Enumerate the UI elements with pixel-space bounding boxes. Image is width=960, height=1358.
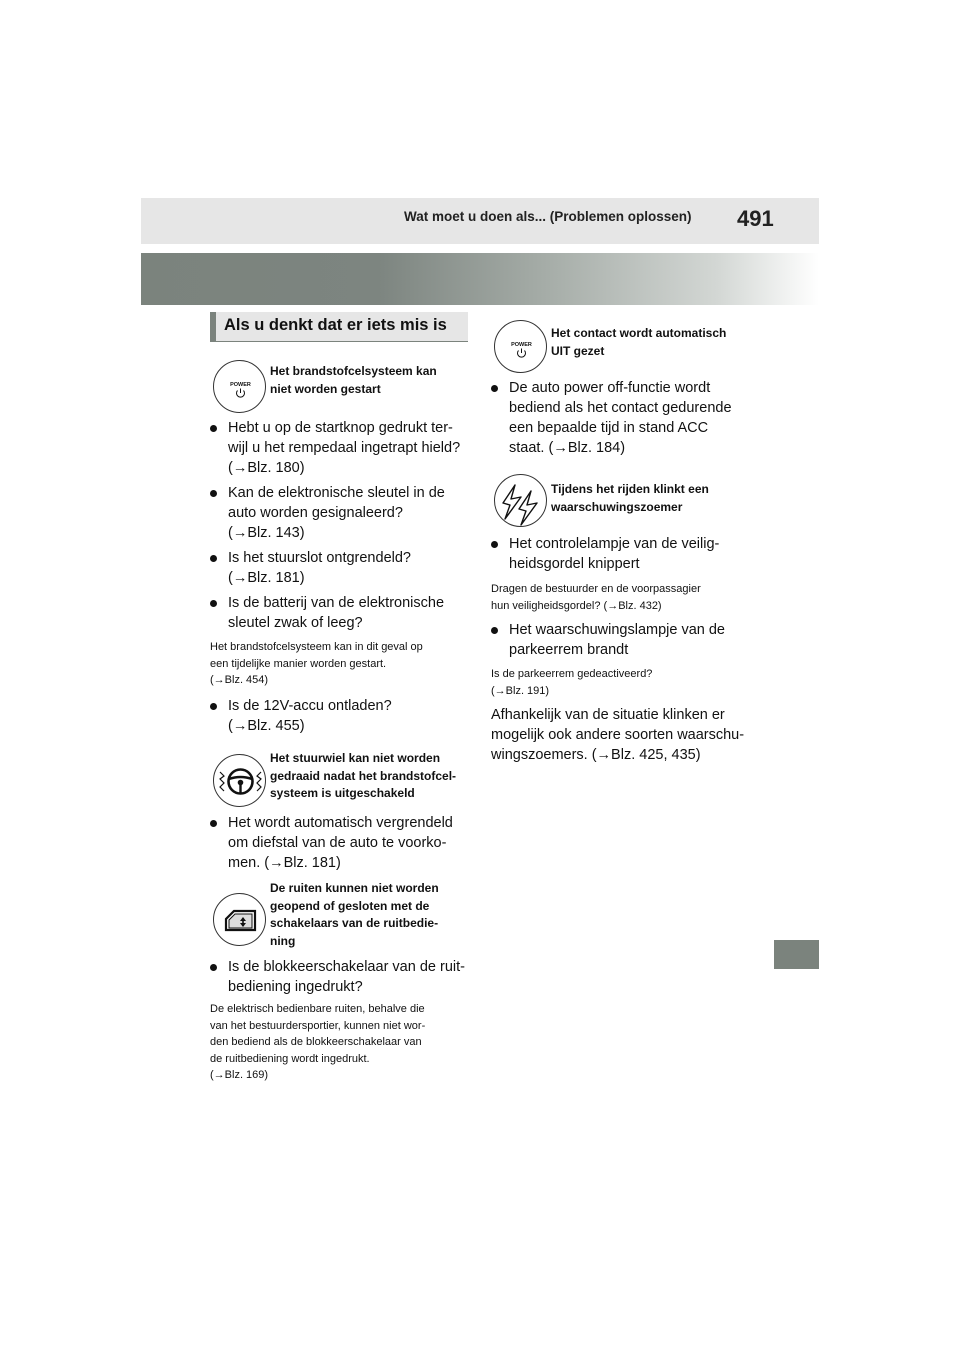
bullet-dot — [210, 964, 217, 971]
bullet-parking-brake-light: Het waarschuwingslampje van de parkeerrem brandt — [491, 620, 725, 660]
steering-wheel-icon — [213, 754, 266, 807]
page-number: 491 — [737, 206, 774, 231]
bullet-dot — [491, 541, 498, 548]
bullet-window-lock-switch: Is de blokkeerschakelaar van de ruit- bediening ingedrukt? — [210, 957, 465, 997]
power-button-icon — [213, 360, 266, 413]
bullet-dot — [210, 820, 217, 827]
caption-fuel-cell-no-start: Het brandstofcelsysteem kan niet worden gestart — [270, 364, 437, 396]
bullet-dot — [210, 490, 217, 497]
bullet-dot — [210, 425, 217, 432]
bullet-key-battery: Is de batterij van de elektronische sleutel zwak of leeg? — [210, 593, 444, 633]
bullet-electronic-key: Kan de elektronische sleutel in de auto worden gesignaleerd? (→Blz. 143) — [210, 483, 445, 543]
note-parking-brake: Is de parkeerrem gedeactiveerd? (→Blz. 191) — [491, 668, 653, 697]
bullet-auto-lock: Het wordt automatisch vergrendeld om diefstal van de auto te voorko- men. (→Blz. 181) — [210, 813, 453, 873]
note-temporary-start: Het brandstofcelsysteem kan in dit geval op een tijdelijke manier worden gestart. (→Blz. 454) — [210, 641, 423, 686]
note-seatbelt: Dragen de bestuurder en de voorpassagier hun veiligheidsgordel? (→Blz. 432) — [491, 583, 701, 612]
bullet-brake-pedal: Hebt u op de startknop gedrukt ter- wijl u het rempedaal ingetrapt hield? (→Blz. 180) — [210, 418, 460, 478]
power-label: POWER — [230, 382, 251, 388]
bullet-dot — [210, 703, 217, 710]
bullet-dot — [491, 627, 498, 634]
warning-buzzer-icon — [494, 474, 547, 527]
bullet-seatbelt-light: Het controlelampje van de veilig- heidsgordel knippert — [491, 534, 719, 574]
bullet-dot — [491, 385, 498, 392]
bullet-12v-battery: Is de 12V-accu ontladen? (→Blz. 455) — [210, 696, 392, 736]
section-heading-text: Als u denkt dat er iets mis is — [224, 316, 447, 334]
chapter-tab — [774, 940, 819, 969]
caption-warning-buzzer: Tijdens het rijden klinkt een waarschuwingszoemer — [551, 482, 709, 514]
bullet-dot — [210, 555, 217, 562]
bullet-dot — [210, 600, 217, 607]
header-decoration-band — [141, 253, 819, 305]
caption-auto-power-off: Het contact wordt automatisch UIT gezet — [551, 326, 727, 358]
caption-steering-locked: Het stuurwiel kan niet worden gedraaid nadat het brandstofcel- systeem is uitgeschakeld — [270, 751, 457, 800]
header-title: Wat moet u doen als... (Problemen oplossen) — [404, 209, 692, 224]
bullet-auto-power-off: De auto power off-functie wordt bediend als het contact gedurende een bepaalde tijd in stand ACC staat. (→Blz. 184) — [491, 378, 732, 458]
paragraph-other-buzzers: Afhankelijk van de situatie klinken er mogelijk ook andere soorten waarschu- wingszoemers. (→Blz. 425, 435) — [491, 707, 745, 763]
power-label: POWER — [511, 342, 532, 348]
caption-windows-not-working: De ruiten kunnen niet worden geopend of gesloten met de schakelaars van de ruitbedie- ning — [270, 881, 439, 948]
section-heading — [210, 312, 468, 342]
bullet-steering-lock: Is het stuurslot ontgrendeld? (→Blz. 181) — [210, 548, 411, 588]
power-window-icon — [213, 893, 266, 946]
page-header — [141, 198, 819, 244]
note-window-lock: De elektrisch bedienbare ruiten, behalve die van het bestuurdersportier, kunnen niet wor- den bediend als de blokkeerschakelaar van de ruitbediening wordt ingedrukt. (→Blz. 169) — [210, 1003, 426, 1081]
power-button-icon — [494, 320, 547, 373]
